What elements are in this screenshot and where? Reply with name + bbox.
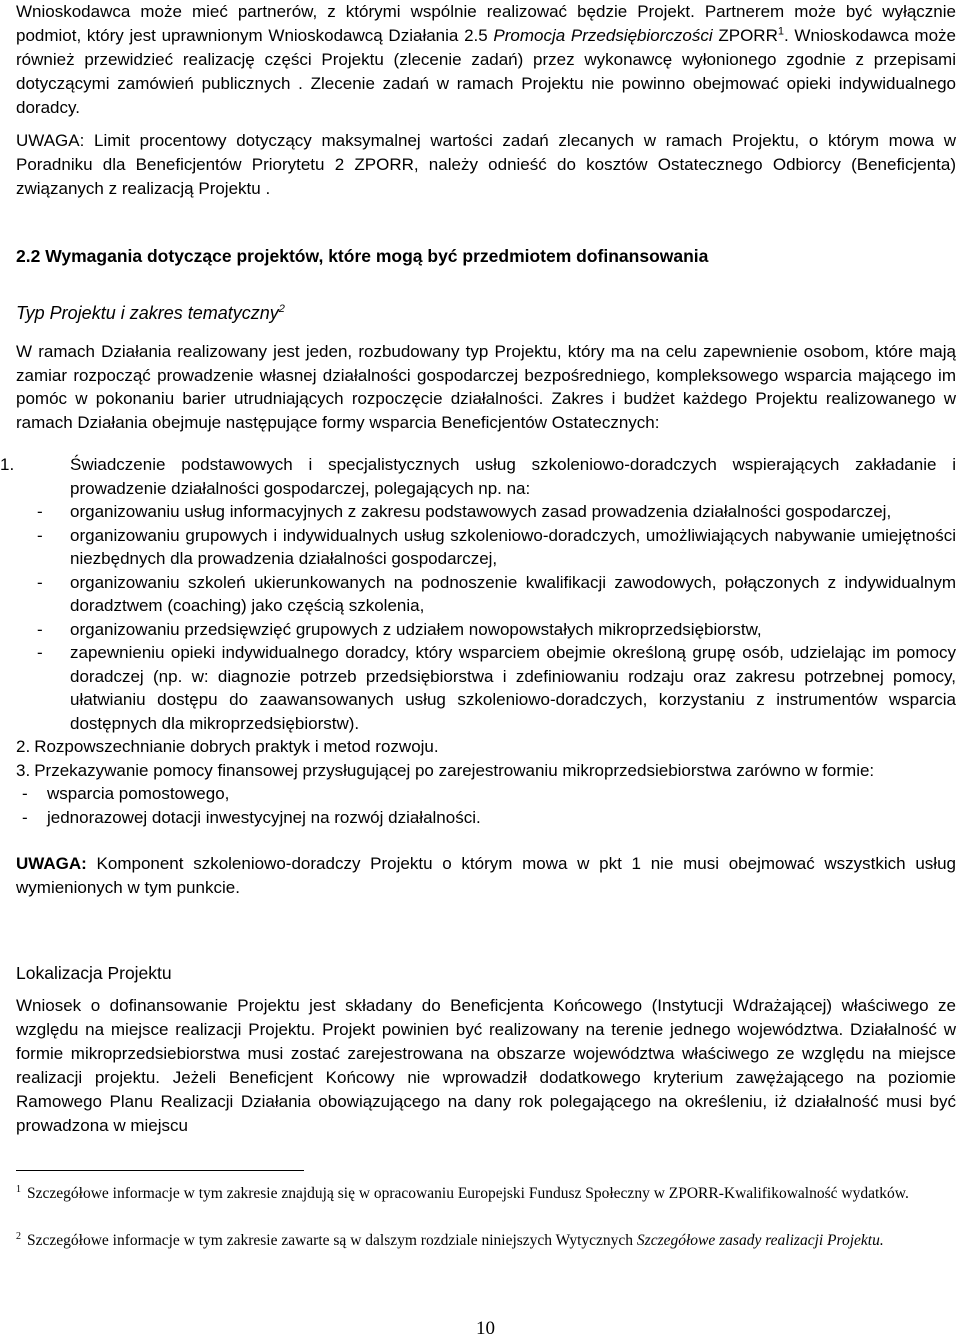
dash-bullet: -	[37, 572, 43, 592]
list-item-text: Świadczenie podstawowych i specjalistycznych usług szkoleniowo-doradczych wspierających zakładanie i prowadzenie działalności gospodarczej, polegających np. na:	[70, 455, 956, 498]
paragraph-text: . Wnioskodawca może również przewidzieć realizację części Projektu (zlecenie zadań) przez wykonawcę wyłonionego zgodnie z przepisami dotyczącymi zamówień publicznych . Zlecenie zadań w ramach Projektu nie powinno obejmować opieki indywidualnego doradcy.	[16, 26, 956, 117]
uwaga-label: UWAGA:	[16, 854, 87, 873]
list-subitem-text: organizowaniu usług informacyjnych z zakresu podstawowych zasad prowadzenia działalności gospodarczej,	[70, 502, 892, 521]
list-item-text: Rozpowszechnianie dobrych praktyk i metod rozwoju.	[34, 737, 439, 756]
footnote-italic-title: Szczegółowe zasady realizacji Projektu.	[636, 1232, 884, 1249]
paragraph-uwaga-component	[16, 852, 956, 900]
paragraph-text: Komponent szkoleniowo-doradczy Projektu o którym mowa w pkt 1 nie musi obejmować wszystkich usług wymienionych w tym punkcie.	[16, 854, 956, 897]
list-item-3	[0, 759, 956, 783]
dash-bullet: -	[22, 784, 28, 803]
footnote-2	[16, 1230, 936, 1252]
list-subitem	[0, 618, 956, 642]
list-item-1	[0, 453, 956, 500]
subheading-project-type	[16, 301, 285, 325]
footnote-ref-2[interactable]: 2	[278, 303, 285, 315]
dash-bullet: -	[37, 525, 43, 545]
footnote-text: Szczegółowe informacje w tym zakresie znajdują się w opracowaniu Europejski Fundusz Społeczny w ZPORR-Kwalifikowalność wydatków.	[27, 1185, 909, 1202]
dash-bullet: -	[37, 619, 43, 639]
list-subitem	[0, 806, 956, 830]
list-number: 2.	[16, 737, 31, 756]
list-subitem	[0, 500, 956, 524]
dash-bullet: -	[37, 502, 43, 521]
list-subitem	[0, 641, 956, 735]
subheading-location: Lokalizacja Projektu	[16, 963, 172, 983]
paragraph-project-scope: W ramach Działania realizowany jest jeden, rozbudowany typ Projektu, który ma na celu zapewnienie osobom, które mają zamiar rozpocząć prowadzenie własnej działalności gospodarczej bezpośredniego, kompleksowego wsparcia mającego im pomóc w pokonaniu barier utrudniających rozpoczęcie działalności. Zakres i budżet każdego Projektu realizowanego w ramach Działania obejmuje następujące formy wsparcia Beneficjentów Ostatecznych:	[16, 342, 956, 432]
list-subitem-text: wsparcia pomostowego,	[47, 784, 230, 803]
list-subitem-text: organizowaniu szkoleń ukierunkowanych na podnoszenie kwalifikacji zawodowych, połączonych z indywidualnym doradztwem (coaching) jako częścią szkolenia,	[70, 572, 956, 615]
footnote-separator	[16, 1170, 304, 1171]
list-item-text: Przekazywanie pomocy finansowej przysługującej po zarejestrowaniu mikroprzedsiebiorstwa zarówno w formie:	[34, 760, 875, 780]
list-subitem-text: jednorazowej dotacji inwestycyjnej na rozwój działalności.	[47, 807, 481, 827]
paragraph-text: Wnioskodawca może mieć partnerów, z którymi wspólnie realizować będzie Projekt. Partnerem może być wyłącznie podmiot, który jest uprawnionym Wnioskodawcą Działania 2.5	[16, 2, 956, 45]
support-forms-list	[0, 453, 956, 829]
footnote-number: 1	[16, 1183, 21, 1195]
subheading-text: Typ Projektu i zakres tematyczny	[16, 303, 279, 323]
paragraph-location: Wniosek o dofinansowanie Projektu jest składany do Beneficjenta Końcowego (Instytucji Wdrażającej) właściwego ze względu na miejsce realizacji Projektu. Projekt powinien być realizowany na terenie jednego województwa. Działalność w formie mikroprzedsiebiorstwa musi zostać zarejestrowana na obszarze województwa właściwego ze względu na miejsce realizacji projektu. Jeżeli Beneficjent Końcowy nie wprowadził dodatkowego kryterium zawężającego na poziomie Ramowego Planu Realizacji Działania obowiązującego na dany rok polegającego na określeniu, iż działalność musi być prowadzona w miejscu	[16, 996, 956, 1135]
measure-name: Promocja Przedsiębiorczości	[493, 26, 713, 45]
footnote-text: Szczegółowe informacje w tym zakresie zawarte są w dalszym rozdziale niniejszych Wytycznych	[27, 1232, 637, 1249]
dash-bullet: -	[22, 807, 28, 827]
footnote-number: 2	[16, 1230, 21, 1242]
list-subitem	[0, 571, 956, 618]
paragraph-text: ZPORR	[712, 26, 778, 45]
paragraph-partners	[16, 0, 956, 120]
list-subitem-text: organizowaniu przedsięwzięć grupowych z udziałem nowopowstałych mikroprzedsiębiorstw,	[70, 619, 762, 639]
list-number: 1.	[0, 455, 15, 474]
list-subitem-text: organizowaniu grupowych i indywidualnych usług szkoleniowo-doradczych, umożliwiających nabywanie umiejętności niezbędnych dla prowadzenia działalności gospodarczej,	[70, 525, 956, 568]
footnote-1	[16, 1183, 936, 1205]
section-heading: 2.2 Wymagania dotyczące projektów, które mogą być przedmiotem dofinansowania	[16, 246, 709, 266]
list-item-2	[0, 735, 956, 759]
footnote-ref-1[interactable]: 1	[777, 25, 784, 38]
dash-bullet: -	[37, 643, 43, 662]
list-subitem	[0, 782, 956, 806]
paragraph-uwaga-limit: UWAGA: Limit procentowy dotyczący maksymalnej wartości zadań zlecanych w ramach Projektu, o którym mowa w Poradniku dla Beneficjentów Priorytetu 2 ZPORR, należy odnieść do kosztów Ostatecznego Odbiorcy (Beneficjenta) związanych z realizacją Projektu .	[16, 131, 956, 198]
list-number: 3.	[16, 760, 31, 780]
list-subitem	[0, 524, 956, 571]
page-number: 10	[476, 1318, 495, 1339]
list-subitem-text: zapewnieniu opieki indywidualnego doradcy, który wsparciem obejmie określoną grupę osób, udzielając im pomocy doradczej (np. w: diagnozie potrzeb przedsiębiorstwa i zdefiniowaniu rodzaju oraz zakresu potrzebnej pomocy, ułatwianiu dostępu do zaawansowanych usług szkoleniowo-doradczych, korzystaniu z instrumentów wsparcia dostępnych dla mikroprzedsiębiorstw).	[70, 643, 956, 733]
